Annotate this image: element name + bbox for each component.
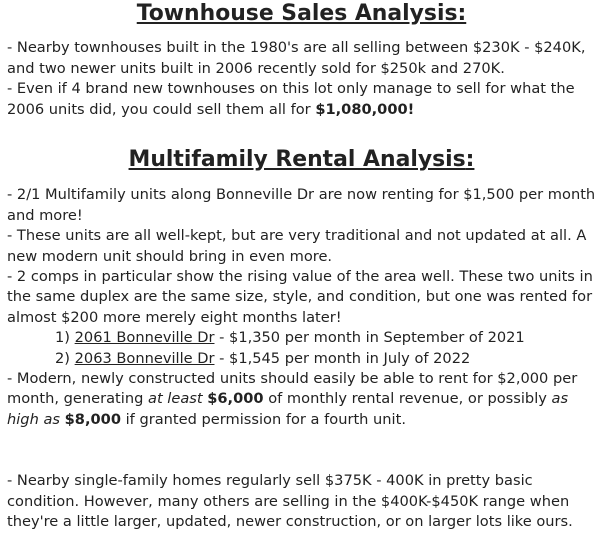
- rental-paragraph-4: [7, 369, 596, 430]
- rental-paragraph-3: - 2 comps in particular show the rising value of the area well. These two units in the same duplex are the same size, style, and condition, but one was rented for almost $200 more merely eight months later!: [7, 268, 593, 326]
- comp-number: 2): [55, 349, 70, 367]
- comp-detail: - $1,350 per month in September of 2021: [214, 329, 525, 347]
- comp-item-1: [55, 328, 596, 348]
- rental-paragraph-1: - 2/1 Multifamily units along Bonneville Dr are now renting for $1,500 per month and more!: [7, 186, 596, 224]
- townhouse-paragraph-1: - Nearby townhouses built in the 1980's are all selling between $230K - $240K, and two newer units built in 2006 recently sold for $250k and 270K.: [7, 39, 586, 77]
- comp-number: 1): [55, 329, 70, 347]
- rental-paragraph-4-text-a: - Modern, newly constructed units should easily be able to rent for $2,000 per month, generating: [7, 370, 578, 408]
- townhouse-total-value: $1,080,000!: [315, 100, 415, 118]
- comp-item-2: [55, 349, 596, 369]
- comp-address-link[interactable]: 2061 Bonneville Dr: [74, 329, 215, 347]
- townhouse-heading: [7, 0, 596, 24]
- comp-detail: - $1,545 per month in July of 2022: [214, 349, 471, 367]
- rental-heading-colon: :: [465, 147, 475, 173]
- rental-heading: [7, 147, 596, 173]
- emphasis-at-least: at least: [148, 390, 203, 408]
- rental-paragraph-2: - These units are all well-kept, but are very traditional and not updated at all. A new modern unit should bring in even more.: [7, 227, 587, 265]
- rental-paragraph-4-text-b: of monthly rental revenue, or possibly: [263, 390, 552, 408]
- townhouse-heading-colon: :: [457, 1, 467, 26]
- townhouse-paragraph-2: [7, 79, 596, 120]
- comp-address-link[interactable]: 2063 Bonneville Dr: [74, 349, 215, 367]
- monthly-revenue-high: $8,000: [64, 410, 121, 428]
- monthly-revenue-low: $6,000: [207, 390, 264, 408]
- rental-paragraph-4-text-c: if granted permission for a fourth unit.: [120, 410, 406, 428]
- townhouse-paragraph-2-text: - Even if 4 brand new townhouses on this lot only manage to sell for what the 2006 units did, you could sell them all for: [7, 80, 575, 118]
- townhouse-heading-text: Townhouse Sales Analysis: [136, 1, 458, 26]
- emphasis-as-high-as: as high as: [7, 390, 569, 428]
- comps-list: [7, 328, 596, 369]
- single-family-paragraph: - Nearby single-family homes regularly sell $375K - 400K in pretty basic condition. However, many others are selling in the $400K-$450K range when they're a little larger, updated, newer construction, or on larger lots like ours.: [7, 472, 573, 531]
- rental-heading-text: Multifamily Rental Analysis: [128, 147, 466, 173]
